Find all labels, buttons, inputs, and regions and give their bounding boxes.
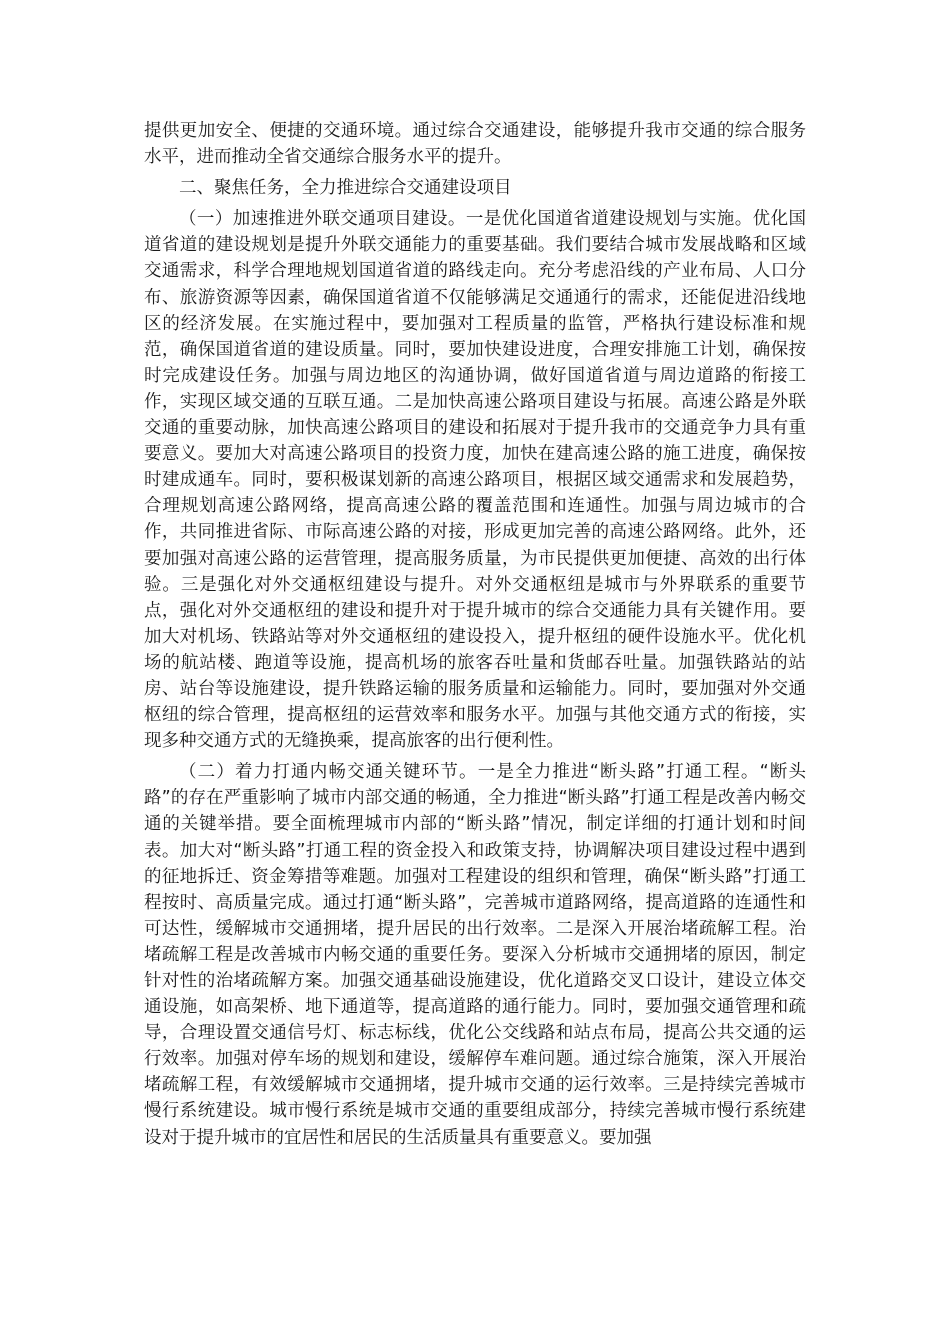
paragraph-external-transport: （一）加速推进外联交通项目建设。一是优化国道省道建设规划与实施。优化国道省道的建设规划是提升外联交通能力的重要基础。我们要结合城市发展战略和区域交通需求，科学合理地规划国道省道的路线走向。充分考虑沿线的产业布局、人口分布、旅游资源等因素，确保国道省道不仅能够满足交通通行的需求，还能促进沿线地区的经济发展。在实施过程中，要加强对工程质量的监管，严格执行建设标准和规范，确保国道省道的建设质量。同时，要加快建设进度，合理安排施工计划，确保按时完成建设任务。加强与周边地区的沟通协调，做好国道省道与周边道路的衔接工作，实现区域交通的互联互通。二是加快高速公路项目建设与拓展。高速公路是外联交通的重要动脉，加快高速公路项目的建设和拓展对于提升我市的交通竞争力具有重要意义。要加大对高速公路项目的投资力度，加快在建高速公路的施工进度，确保按时建成通车。同时，要积极谋划新的高速公路项目，根据区域交通需求和发展趋势，合理规划高速公路网络，提高高速公路的覆盖范围和连通性。加强与周边城市的合作，共同推进省际、市际高速公路的对接，形成更加完善的高速公路网络。此外，还要加强对高速公路的运营管理，提高服务质量，为市民提供更加便捷、高效的出行体验。三是强化对外交通枢纽建设与提升。对外交通枢纽是城市与外界联系的重要节点，强化对外交通枢纽的建设和提升对于提升城市的综合交通能力具有关键作用。要加大对机场、铁路站等对外交通枢纽的建设投入，提升枢纽的硬件设施水平。优化机场的航站楼、跑道等设施，提高机场的旅客吞吐量和货邮吞吐量。加强铁路站的站房、站台等设施建设，提升铁路运输的服务质量和运输能力。同时，要加强对外交通枢纽的综合管理，提高枢纽的运营效率和服务水平。加强与其他交通方式的衔接，实现多种交通方式的无缝换乘，提高旅客的出行便利性。 — [144, 209, 806, 752]
section-heading: 二、聚焦任务，全力推进综合交通建设项目 — [179, 178, 512, 199]
paragraph-internal-transport: （二）着力打通内畅交通关键环节。一是全力推进“断头路”打通工程。“断头路”的存在严重影响了城市内部交通的畅通，全力推进“断头路”打通工程是改善内畅交通的关键举措。要全面梳理城市内部的“断头路”情况，制定详细的打通计划和时间表。加大对“断头路”打通工程的资金投入和政策支持，协调解决项目建设过程中遇到的征地拆迁、资金筹措等难题。加强对工程建设的组织和管理，确保“断头路”打通工程按时、高质量完成。通过打通“断头路”，完善城市道路网络，提高道路的连通性和可达性，缓解城市交通拥堵，提升居民的出行效率。二是深入开展治堵疏解工程。治堵疏解工程是改善城市内畅交通的重要任务。要深入分析城市交通拥堵的原因，制定针对性的治堵疏解方案。加强交通基础设施建设，优化道路交叉口设计，建设立体交通设施，如高架桥、地下通道等，提高道路的通行能力。同时，要加强交通管理和疏导，合理设置交通信号灯、标志标线，优化公交线路和站点布局，提高公共交通的运行效率。加强对停车场的规划和建设，缓解停车难问题。通过综合施策，深入开展治堵疏解工程，有效缓解城市交通拥堵，提升城市交通的运行效率。三是持续完善城市慢行系统建设。城市慢行系统是城市交通的重要组成部分，持续完善城市慢行系统建设对于提升城市的宜居性和居民的生活质量具有重要意义。要加强 — [144, 762, 806, 1148]
paragraph-intro: 提供更加安全、便捷的交通环境。通过综合交通建设，能够提升我市交通的综合服务水平，进而推动全省交通综合服务水平的提升。 — [144, 121, 806, 168]
document-body — [144, 118, 806, 1156]
